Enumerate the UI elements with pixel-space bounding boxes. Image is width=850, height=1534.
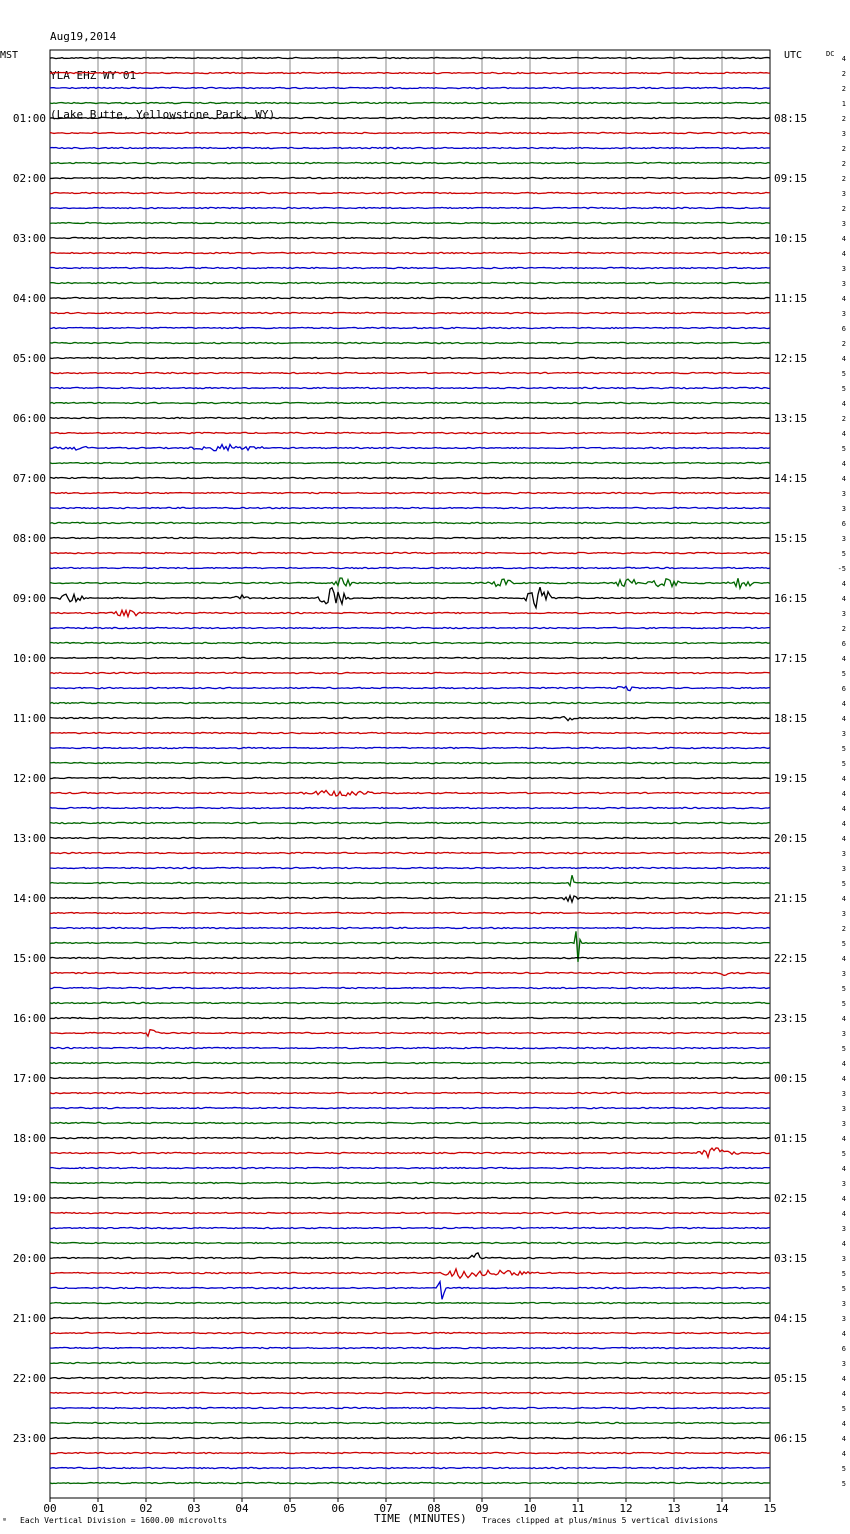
- seismic-trace: [50, 507, 770, 508]
- dc-offset-value: 3: [841, 1030, 846, 1038]
- dc-offset-value: 5: [841, 370, 846, 378]
- seismic-trace: [50, 702, 770, 703]
- dc-offset-value: 3: [841, 505, 846, 513]
- utc-hour-label: 09:15: [774, 172, 808, 185]
- seismic-trace: [50, 267, 770, 268]
- seismic-trace: [50, 657, 770, 658]
- mst-hour-label: 12:00: [12, 772, 46, 785]
- seismic-trace: [50, 1212, 770, 1213]
- dc-offset-value: 2: [841, 340, 846, 348]
- left-timezone-label: MST: [0, 50, 19, 61]
- seismic-trace: [50, 1332, 770, 1333]
- dc-offset-value: 5: [841, 385, 846, 393]
- dc-offset-value: 4: [841, 1210, 846, 1218]
- x-tick-label: 01: [91, 1502, 105, 1515]
- dc-offset-value: 4: [841, 1015, 846, 1023]
- mst-hour-label: 02:00: [12, 172, 46, 185]
- dc-offset-value: 5: [841, 1285, 846, 1293]
- header-date: Aug19,2014: [50, 30, 117, 43]
- dc-offset-value: 4: [841, 430, 846, 438]
- seismic-trace: [50, 912, 770, 913]
- dc-offset-value: 4: [841, 1240, 846, 1248]
- dc-offset-value: 6: [841, 520, 846, 528]
- seismic-trace: [50, 987, 770, 988]
- right-timezone-label: UTC: [784, 50, 803, 61]
- seismic-trace: [50, 72, 770, 73]
- dc-offset-value: 3: [841, 1120, 846, 1128]
- mst-hour-label: 17:00: [12, 1072, 46, 1085]
- seismic-trace: [50, 1167, 770, 1168]
- dc-offset-value: 4: [841, 790, 846, 798]
- seismic-trace: [50, 1482, 770, 1483]
- utc-hour-label: 12:15: [774, 352, 808, 365]
- dc-offset-value: 3: [841, 1255, 846, 1263]
- utc-hour-label: 17:15: [774, 652, 808, 665]
- seismic-trace: [50, 342, 770, 343]
- seismic-trace: [50, 312, 770, 313]
- seismic-trace: [50, 957, 770, 958]
- dc-offset-value: 5: [841, 445, 846, 453]
- dc-offset-value: 3: [841, 610, 846, 618]
- dc-offset-value: 4: [841, 1330, 846, 1338]
- seismic-trace: [50, 717, 770, 721]
- seismic-trace: [50, 1047, 770, 1048]
- dc-offset-value: 4: [841, 700, 846, 708]
- dc-offset-value: 3: [841, 130, 846, 138]
- dc-offset-value: 3: [841, 265, 846, 273]
- dc-offset-value: 2: [841, 115, 846, 123]
- x-tick-label: 10: [523, 1502, 537, 1515]
- seismic-trace: [50, 252, 770, 253]
- x-tick-label: 07: [379, 1502, 393, 1515]
- dc-offset-value: 6: [841, 640, 846, 648]
- seismic-trace: [50, 57, 770, 58]
- seismic-trace: [50, 777, 770, 778]
- dc-offset-value: 4: [841, 595, 846, 603]
- mst-hour-label: 22:00: [12, 1372, 46, 1385]
- corner-mark: ᵚ: [2, 1516, 7, 1525]
- dc-offset-value: 5: [841, 1270, 846, 1278]
- seismic-trace: [50, 192, 770, 193]
- seismic-trace: [50, 1347, 770, 1348]
- x-tick-label: 14: [715, 1502, 729, 1515]
- mst-hour-label: 11:00: [12, 712, 46, 725]
- dc-offset-value: 4: [841, 835, 846, 843]
- dc-offset-value: 2: [841, 85, 846, 93]
- seismic-trace: [50, 387, 770, 388]
- dc-offset-value: 3: [841, 1180, 846, 1188]
- seismic-trace: [50, 132, 770, 133]
- x-tick-label: 00: [43, 1502, 57, 1515]
- dc-offset-value: 3: [841, 1090, 846, 1098]
- seismic-trace: [50, 587, 770, 608]
- x-tick-label: 05: [283, 1502, 297, 1515]
- seismic-trace: [50, 822, 770, 823]
- seismic-trace: [50, 972, 770, 975]
- dc-offset-value: 4: [841, 1450, 846, 1458]
- seismic-trace: [50, 807, 770, 808]
- dc-offset-value: 4: [841, 400, 846, 408]
- dc-offset-value: 4: [841, 355, 846, 363]
- seismic-trace: [50, 1148, 770, 1157]
- seismic-trace: [50, 162, 770, 163]
- dc-offset-value: 5: [841, 1405, 846, 1413]
- utc-hour-label: 02:15: [774, 1192, 808, 1205]
- dc-offset-value: 3: [841, 1315, 846, 1323]
- dc-offset-value: 3: [841, 190, 846, 198]
- seismic-trace: [50, 672, 770, 673]
- mst-hour-label: 18:00: [12, 1132, 46, 1145]
- dc-offset-value: 4: [841, 55, 846, 63]
- x-tick-label: 09: [475, 1502, 489, 1515]
- dc-offset-value: 5: [841, 550, 846, 558]
- dc-offset-value: 5: [841, 940, 846, 948]
- dc-offset-value: 4: [841, 235, 846, 243]
- dc-offset-value: 3: [841, 970, 846, 978]
- seismic-trace: [50, 852, 770, 853]
- utc-hour-label: 00:15: [774, 1072, 808, 1085]
- mst-hour-label: 05:00: [12, 352, 46, 365]
- dc-offset-value: 6: [841, 685, 846, 693]
- seismic-trace: [50, 1017, 770, 1018]
- utc-hour-label: 18:15: [774, 712, 808, 725]
- dc-offset-value: 2: [841, 925, 846, 933]
- dc-offset-value: 3: [841, 280, 846, 288]
- dc-offset-value: 4: [841, 1165, 846, 1173]
- seismic-trace: [50, 1092, 770, 1093]
- dc-offset-value: 5: [841, 745, 846, 753]
- dc-offset-value: 3: [841, 1105, 846, 1113]
- utc-hour-label: 19:15: [774, 772, 808, 785]
- x-tick-label: 15: [763, 1502, 777, 1515]
- dc-offset-value: 3: [841, 310, 846, 318]
- dc-offset-value: 4: [841, 1390, 846, 1398]
- dc-offset-value: 4: [841, 250, 846, 258]
- mst-hour-label: 07:00: [12, 472, 46, 485]
- seismic-trace: [50, 147, 770, 148]
- dc-offset-value: 2: [841, 415, 846, 423]
- seismic-trace: [50, 1392, 770, 1393]
- dc-offset-value: 4: [841, 655, 846, 663]
- dc-offset-value: 3: [841, 1360, 846, 1368]
- dc-offset-value: 3: [841, 1300, 846, 1308]
- seismic-trace: [50, 372, 770, 373]
- seismic-trace: [50, 875, 770, 885]
- seismic-trace: [50, 747, 770, 748]
- seismic-trace: [50, 117, 770, 118]
- seismic-trace: [50, 297, 770, 298]
- seismic-trace: [50, 567, 770, 568]
- seismic-trace: [50, 686, 770, 690]
- mst-hour-label: 04:00: [12, 292, 46, 305]
- scale-note: Each Vertical Division = 1600.00 microvolts: [20, 1516, 228, 1525]
- dc-offset-value: 4: [841, 1375, 846, 1383]
- dc-offset-value: 4: [841, 1060, 846, 1068]
- utc-hour-label: 01:15: [774, 1132, 808, 1145]
- seismic-trace: [50, 357, 770, 358]
- seismic-trace: [50, 1422, 770, 1423]
- seismic-trace: [50, 492, 770, 493]
- clip-note: Traces clipped at plus/minus 5 vertical divisions: [482, 1516, 719, 1525]
- dc-offset-value: 4: [841, 1135, 846, 1143]
- seismic-trace: [50, 222, 770, 223]
- dc-offset-value: 2: [841, 160, 846, 168]
- x-tick-label: 12: [619, 1502, 633, 1515]
- seismic-trace: [50, 1253, 770, 1259]
- dc-offset-value: 4: [841, 805, 846, 813]
- seismic-trace: [50, 402, 770, 403]
- dc-offset-value: 4: [841, 295, 846, 303]
- dc-offset-value: 5: [841, 1045, 846, 1053]
- seismic-trace: [50, 282, 770, 283]
- header-station: YLA EHZ WY 01: [50, 69, 137, 82]
- seismic-trace: [50, 177, 770, 178]
- seismic-trace: [50, 207, 770, 208]
- utc-hour-label: 06:15: [774, 1432, 808, 1445]
- dc-offset-value: 4: [841, 580, 846, 588]
- mst-hour-label: 14:00: [12, 892, 46, 905]
- dc-offset-value: 2: [841, 175, 846, 183]
- dc-offset-value: 2: [841, 70, 846, 78]
- seismic-trace: [50, 642, 770, 643]
- seismic-trace: [50, 578, 770, 588]
- utc-hour-label: 10:15: [774, 232, 808, 245]
- mst-hour-label: 10:00: [12, 652, 46, 665]
- seismic-trace: [50, 927, 770, 928]
- seismic-trace: [50, 87, 770, 88]
- dc-offset-value: 4: [841, 1420, 846, 1428]
- dc-offset-value: 4: [841, 1435, 846, 1443]
- mst-hour-label: 08:00: [12, 532, 46, 545]
- x-tick-label: 08: [427, 1502, 441, 1515]
- seismic-trace: [50, 837, 770, 838]
- seismic-trace: [50, 1282, 770, 1300]
- seismic-trace: [50, 1269, 770, 1278]
- seismic-trace: [50, 1002, 770, 1003]
- seismic-trace: [50, 1407, 770, 1408]
- dc-offset-value: 6: [841, 1345, 846, 1353]
- seismic-trace: [50, 627, 770, 628]
- mst-hour-label: 20:00: [12, 1252, 46, 1265]
- dc-offset-value: 1: [841, 100, 846, 108]
- seismic-trace: [50, 552, 770, 553]
- seismic-trace: [50, 732, 770, 733]
- seismic-trace: [50, 327, 770, 328]
- seismic-trace: [50, 237, 770, 238]
- mst-hour-label: 03:00: [12, 232, 46, 245]
- dc-offset-value: 6: [841, 325, 846, 333]
- dc-offset-value: 3: [841, 490, 846, 498]
- header-location: (Lake Butte, Yellowstone Park, WY): [50, 108, 276, 121]
- seismic-trace: [50, 1452, 770, 1453]
- dc-offset-value: 4: [841, 460, 846, 468]
- mst-hour-label: 23:00: [12, 1432, 46, 1445]
- utc-hour-label: 23:15: [774, 1012, 808, 1025]
- seismic-trace: [50, 1317, 770, 1318]
- utc-hour-label: 05:15: [774, 1372, 808, 1385]
- dc-offset-value: 4: [841, 895, 846, 903]
- x-tick-label: 13: [667, 1502, 681, 1515]
- mst-hour-label: 13:00: [12, 832, 46, 845]
- dc-offset-value: 5: [841, 1465, 846, 1473]
- seismic-trace: [50, 1242, 770, 1243]
- mst-hour-label: 09:00: [12, 592, 46, 605]
- seismic-trace: [50, 1182, 770, 1183]
- seismic-trace: [50, 444, 770, 450]
- seismic-trace: [50, 896, 770, 902]
- dc-offset-value: 3: [841, 910, 846, 918]
- dc-offset-value: 4: [841, 1075, 846, 1083]
- seismic-trace: [50, 537, 770, 538]
- mst-hour-label: 19:00: [12, 1192, 46, 1205]
- dc-offset-value: 3: [841, 865, 846, 873]
- utc-hour-label: 21:15: [774, 892, 808, 905]
- utc-hour-label: 03:15: [774, 1252, 808, 1265]
- seismic-trace: [50, 1137, 770, 1138]
- seismic-trace: [50, 1062, 770, 1063]
- x-tick-label: 11: [571, 1502, 585, 1515]
- dc-offset-value: 3: [841, 730, 846, 738]
- utc-hour-label: 08:15: [774, 112, 808, 125]
- seismic-trace: [50, 1077, 770, 1078]
- dc-offset-value: 5: [841, 760, 846, 768]
- mst-hour-label: 15:00: [12, 952, 46, 965]
- dc-offset-value: 5: [841, 670, 846, 678]
- x-tick-label: 04: [235, 1502, 249, 1515]
- dc-offset-header: DC: [826, 50, 835, 58]
- dc-offset-value: 2: [841, 145, 846, 153]
- seismic-trace: [50, 762, 770, 763]
- x-tick-label: 02: [139, 1502, 153, 1515]
- dc-offset-value: 3: [841, 1225, 846, 1233]
- dc-offset-value: 4: [841, 775, 846, 783]
- seismic-trace: [50, 1107, 770, 1108]
- utc-hour-label: 14:15: [774, 472, 808, 485]
- dc-offset-value: 4: [841, 715, 846, 723]
- mst-hour-label: 21:00: [12, 1312, 46, 1325]
- seismic-trace: [50, 1302, 770, 1303]
- seismic-trace: [50, 867, 770, 868]
- seismic-trace: [50, 1122, 770, 1123]
- dc-offset-value: 4: [841, 1195, 846, 1203]
- seismic-trace: [50, 1362, 770, 1363]
- utc-hour-label: 22:15: [774, 952, 808, 965]
- dc-offset-value: 3: [841, 850, 846, 858]
- seismic-trace: [50, 1437, 770, 1438]
- utc-hour-label: 04:15: [774, 1312, 808, 1325]
- seismic-trace: [50, 610, 770, 616]
- dc-offset-value: 4: [841, 475, 846, 483]
- seismic-trace: [50, 477, 770, 478]
- seismic-trace: [50, 522, 770, 523]
- dc-offset-value: 3: [841, 220, 846, 228]
- seismic-trace: [50, 102, 770, 103]
- seismic-trace: [50, 1377, 770, 1378]
- dc-offset-value: 4: [841, 955, 846, 963]
- x-tick-label: 03: [187, 1502, 201, 1515]
- dc-offset-value: 4: [841, 820, 846, 828]
- utc-hour-label: 15:15: [774, 532, 808, 545]
- seismic-trace: [50, 432, 770, 433]
- dc-offset-value: -5: [837, 565, 846, 573]
- dc-offset-value: 2: [841, 205, 846, 213]
- dc-offset-value: 5: [841, 985, 846, 993]
- seismic-trace: [50, 462, 770, 463]
- mst-hour-label: 06:00: [12, 412, 46, 425]
- seismic-trace: [50, 790, 770, 796]
- seismic-trace: [50, 1467, 770, 1468]
- dc-offset-value: 5: [841, 880, 846, 888]
- dc-offset-value: 2: [841, 625, 846, 633]
- dc-offset-value: 5: [841, 1480, 846, 1488]
- x-tick-label: 06: [331, 1502, 345, 1515]
- utc-hour-label: 16:15: [774, 592, 808, 605]
- utc-hour-label: 11:15: [774, 292, 808, 305]
- x-axis-title: TIME (MINUTES): [374, 1512, 467, 1525]
- mst-hour-label: 16:00: [12, 1012, 46, 1025]
- seismic-trace: [50, 1030, 770, 1037]
- dc-offset-value: 5: [841, 1150, 846, 1158]
- mst-hour-label: 01:00: [12, 112, 46, 125]
- seismic-trace: [50, 1197, 770, 1198]
- dc-offset-value: 3: [841, 535, 846, 543]
- seismic-trace: [50, 417, 770, 418]
- utc-hour-label: 20:15: [774, 832, 808, 845]
- utc-hour-label: 13:15: [774, 412, 808, 425]
- dc-offset-value: 5: [841, 1000, 846, 1008]
- seismic-trace: [50, 1227, 770, 1228]
